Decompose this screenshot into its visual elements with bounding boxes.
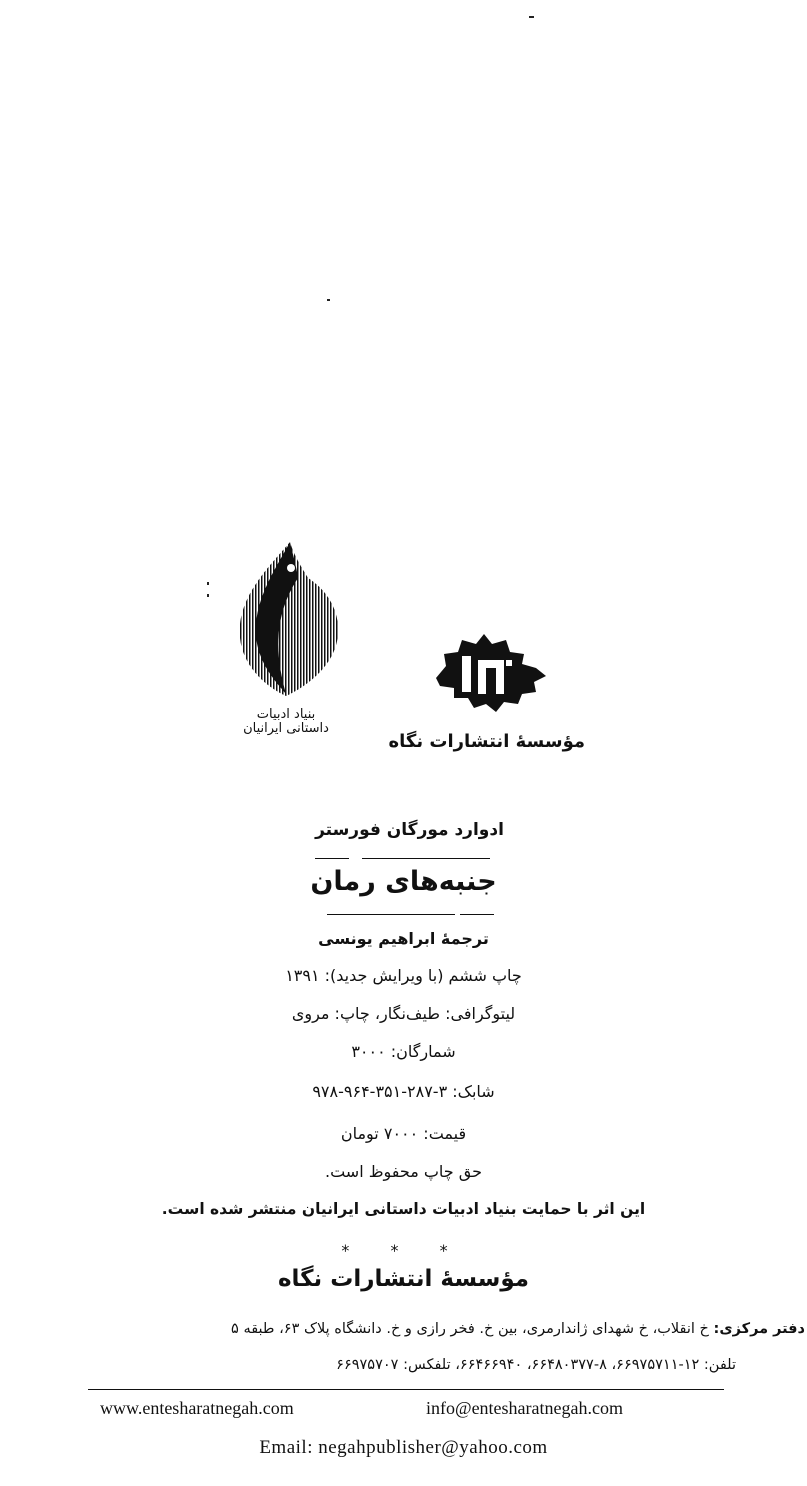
- office-address-line: [8, 1321, 805, 1337]
- contact-email: Email: negahpublisher@yahoo.com: [259, 1437, 548, 1458]
- translator: ترجمهٔ ابراهیم یونسی: [318, 929, 489, 948]
- isbn-info: شابک: ۳-۲۸۷-۳۵۱-۹۶۴-۹۷۸: [312, 1082, 495, 1101]
- edition-info: چاپ ششم (با ویرایش جدید): ۱۳۹۱: [285, 966, 522, 985]
- foundation-label-line2: داستانی ایرانیان: [243, 721, 329, 736]
- phone-line: تلفن: ۱۲-۶۶۹۷۵۷۱۱، ۸-۶۶۴۸۰۳۷۷، ۶۶۴۶۶۹۴۰، تلفکس: ۶۶۹۷۵۷۰۷: [336, 1357, 736, 1373]
- foundation-label: [228, 708, 344, 736]
- rights-notice: حق چاپ محفوظ است.: [324, 1162, 483, 1181]
- publisher-logo: [432, 630, 548, 714]
- foundation-logo: [228, 538, 344, 698]
- title-rule-top-left: [315, 858, 349, 859]
- publisher-logo-label: مؤسسهٔ انتشارات نگاه: [388, 731, 585, 752]
- support-note: این اثر با حمایت بنیاد ادبیات داستانی ایرانیان منتشر شده است.: [161, 1200, 646, 1218]
- scan-speck: [207, 594, 209, 597]
- publisher-name: مؤسسهٔ انتشارات نگاه: [277, 1266, 530, 1292]
- circulation-info: شمارگان: ۳۰۰۰: [351, 1042, 456, 1061]
- office-label: دفتر مرکزی:: [713, 1321, 805, 1337]
- scan-speck: [327, 299, 330, 301]
- scan-speck: [207, 582, 209, 585]
- info-email: info@entesharatnegah.com: [426, 1398, 623, 1418]
- scan-speck: [529, 16, 534, 18]
- title-rule-bottom-right: [460, 914, 494, 915]
- author-name: ادوارد مورگان فورستر: [315, 820, 504, 840]
- title-rule-bottom-left: [327, 914, 455, 915]
- contact-rule: [88, 1389, 724, 1390]
- office-address: خ انقلاب، خ شهدای ژاندارمری، بین خ. فخر رازی و خ. دانشگاه پلاک ۶۳، طبقه ۵: [231, 1321, 709, 1337]
- title-rule-top-right: [362, 858, 490, 859]
- printing-info: لیتوگرافی: طیف‌نگار، چاپ: مروی: [291, 1004, 516, 1023]
- book-title: جنبه‌های رمان: [310, 866, 497, 897]
- negah-leaf-icon: [432, 630, 548, 714]
- foundation-label-line1: بنیاد ادبیات: [256, 707, 316, 722]
- flame-leaf-icon: [228, 538, 344, 698]
- price-info: قیمت: ۷۰۰۰ تومان: [340, 1124, 467, 1143]
- website: www.entesharatnegah.com: [100, 1398, 294, 1418]
- star-separator: * * *: [341, 1241, 466, 1260]
